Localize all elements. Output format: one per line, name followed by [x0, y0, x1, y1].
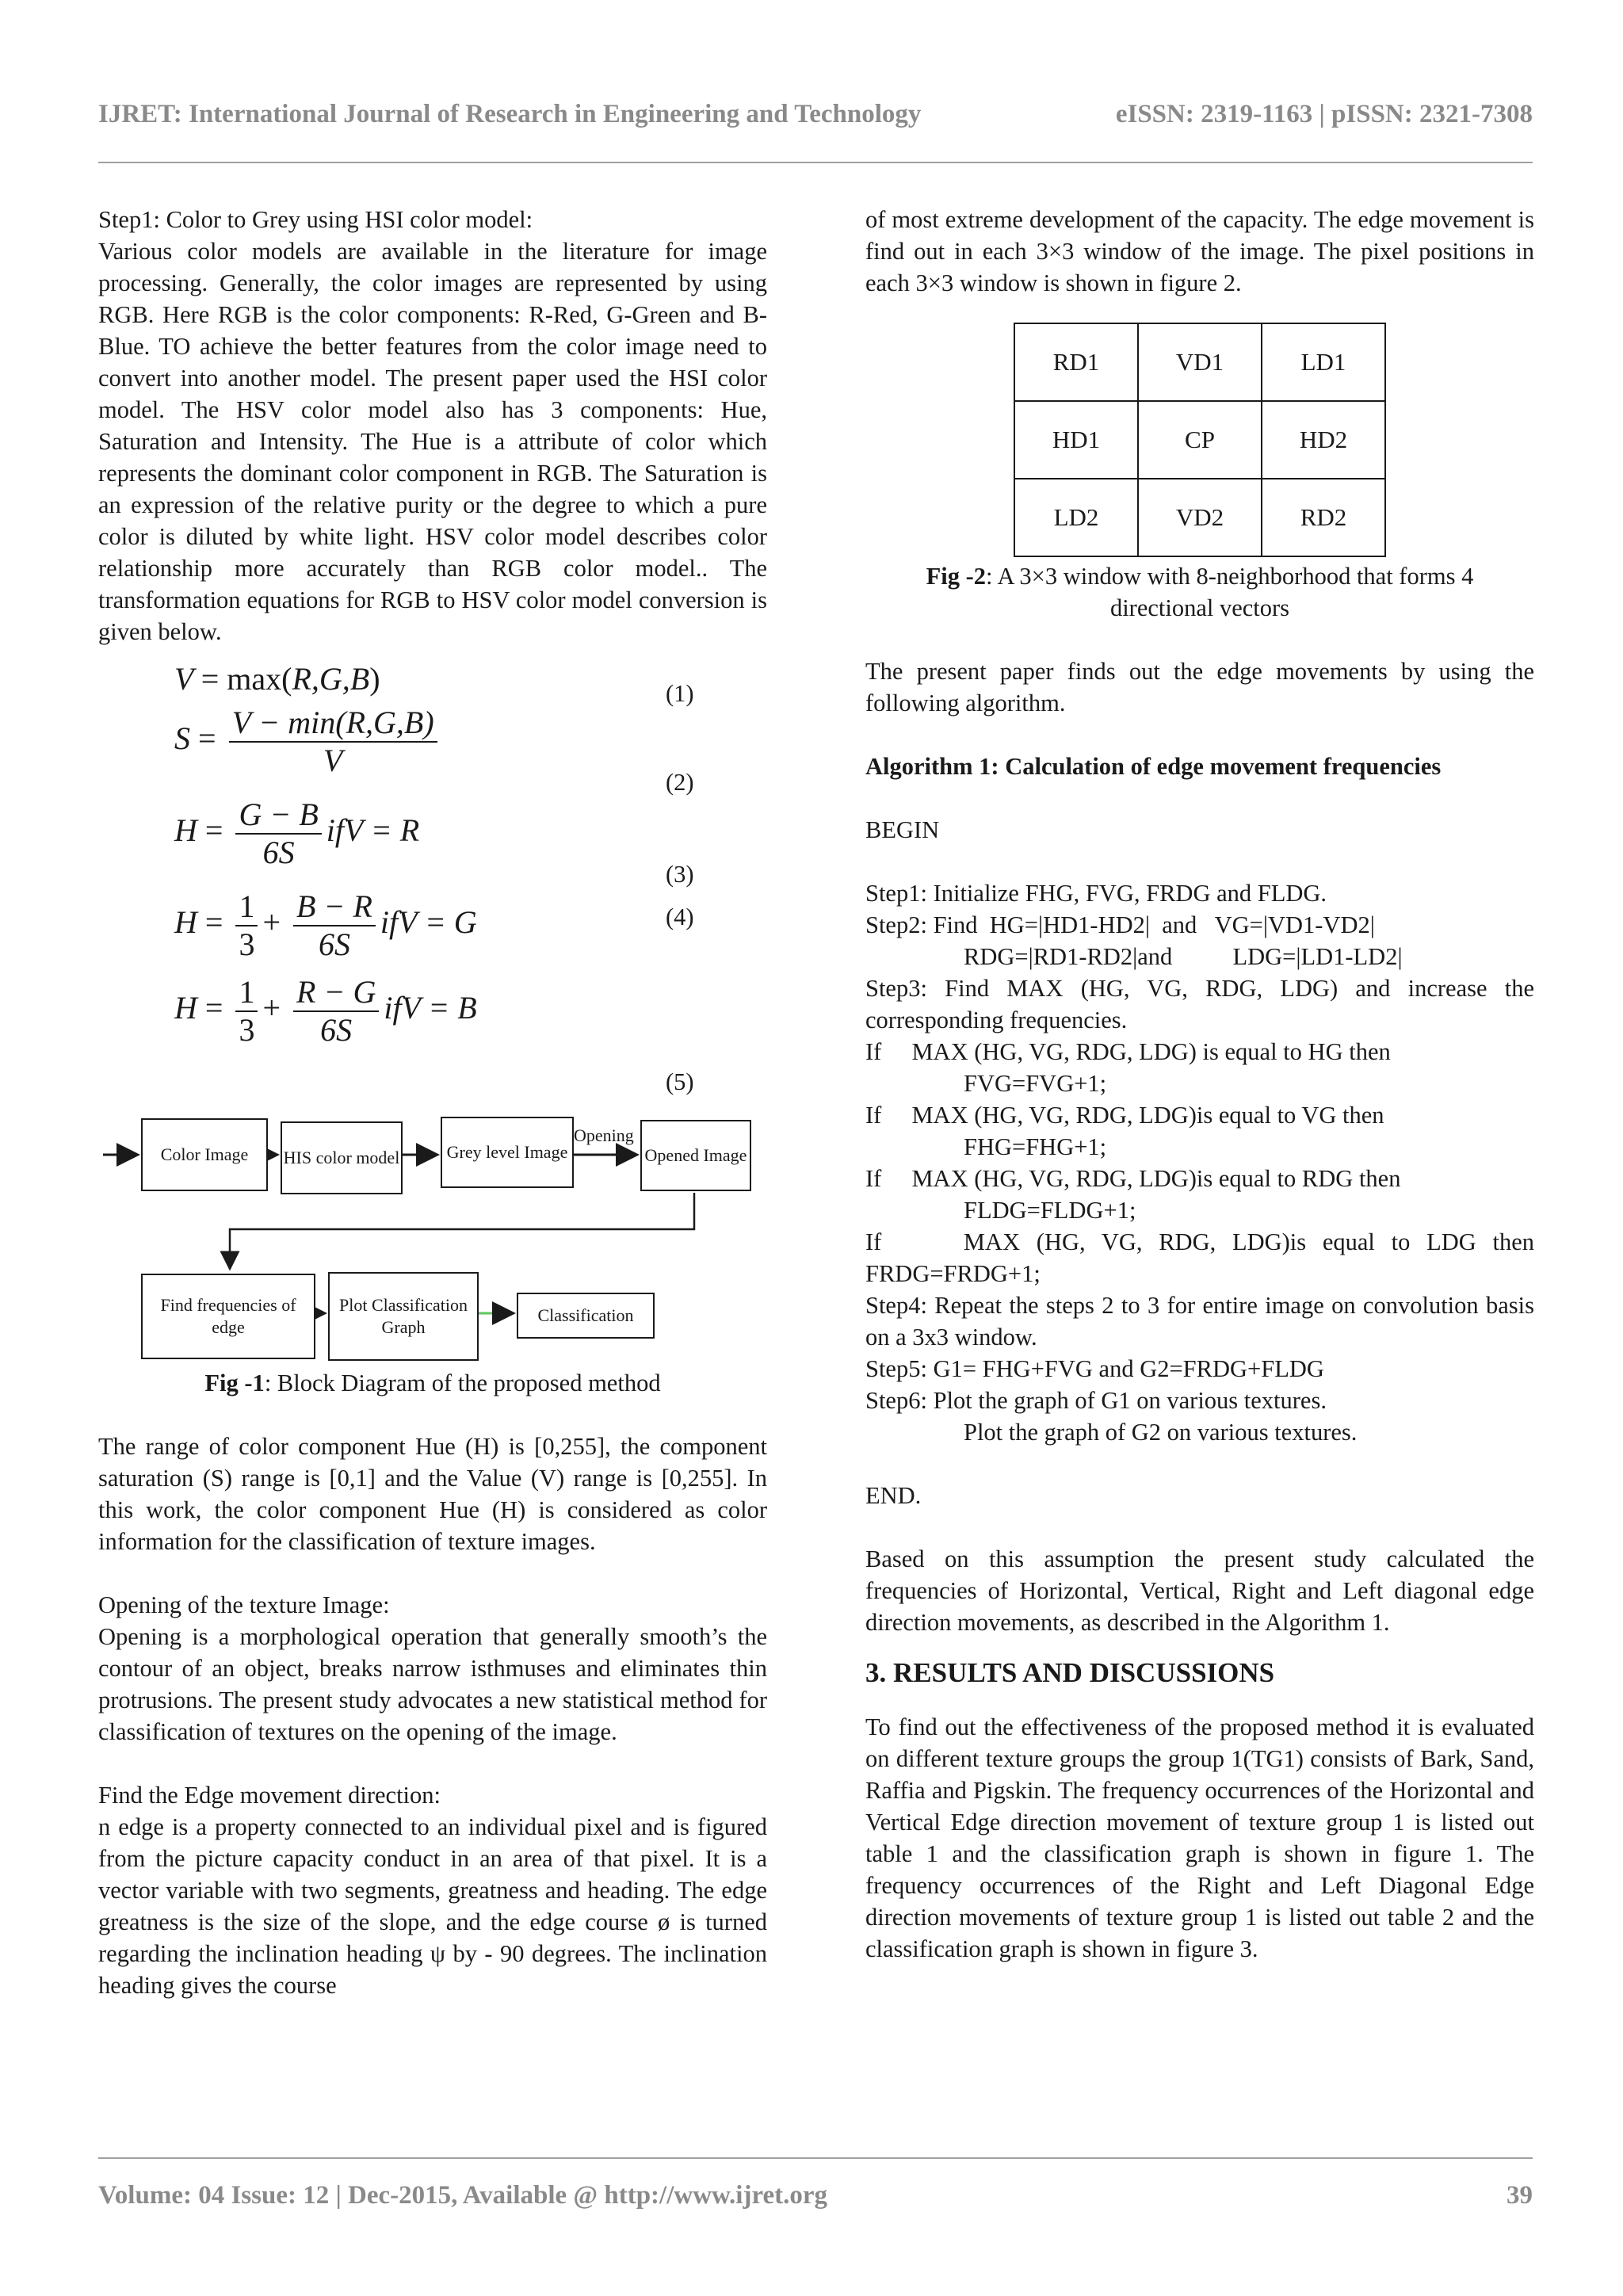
equations [98, 663, 767, 1099]
grid-cell: VD2 [1138, 479, 1262, 556]
equation-3: H = $\frac{G - B}{6S}$ ifV = R [174, 797, 420, 870]
hue-range-paragraph: The range of color component Hue (H) is [0,255], the component saturation (S) range is [0,1] and the Value (V) range is [0,255]. In this work, the color component Hue (H) is considered as color information for the classification of texture images. [98, 1433, 767, 1555]
algorithm-step2-cont: RDG=|RD1-RD2|and LDG=|LD1-LD2| [964, 943, 1403, 970]
figure-1-caption: Fig -1: Block Diagram of the proposed method [204, 1370, 661, 1396]
grid-cell: RD1 [1014, 323, 1138, 401]
edge-body: n edge is a property connected to an individual pixel and is figured from the picture capacity conduct in an area of that pixel. It is a vector variable with two segments, greatness and heading. The edge greatness is the size of the slope, and the edge course ø is turned regarding the inclination heading ψ by - 90 degrees. The inclination heading gives the course [98, 1813, 767, 1999]
algorithm-step4: Step4: Repeat the steps 2 to 3 for entire image on convolution basis on a 3x3 window. [865, 1292, 1534, 1350]
equation-4: H = $\frac{1}{3}$ + $\frac{B - R}{6S}$ ifV = G [174, 888, 477, 962]
equation-2: S = $\frac{V - \min(R,G,B)}{V}$ [174, 705, 442, 779]
algorithm-begin: BEGIN [865, 816, 940, 843]
step1-title: Step1: Color to Grey using HSI color model: [98, 206, 533, 233]
find-frequencies-box: Find frequencies of edge [141, 1274, 315, 1359]
grid-cell: LD1 [1262, 323, 1385, 401]
algorithm-step6-cont: Plot the graph of G2 on various textures. [964, 1419, 1358, 1446]
algorithm-if2: If MAX (HG, VG, RDG, LDG)is equal to VG then [865, 1102, 1384, 1129]
grid-cell: CP [1138, 401, 1262, 479]
footer-rule [98, 2157, 1533, 2159]
grid-cell: LD2 [1014, 479, 1138, 556]
left-column [98, 204, 767, 2001]
equation-1: V = max(R,G,B) [174, 661, 380, 697]
grid-cell: HD1 [1014, 401, 1138, 479]
equation-3-number: (3) [666, 861, 694, 888]
results-paragraph: To find out the effectiveness of the proposed method it is evaluated on different texture groups the group 1(TG1) consists of Bark, Sand, Raffia and Pigskin. The frequency occurrences of the Horizontal and Vertical Edge direction movement of texture group 1 is listed out table 1 and the classification graph is shown in figure 1. The frequency occurrences of the Right and Left Diagonal Edge direction movements of texture group 1 is listed out table 2 and the classification graph is shown in figure 3. [865, 1713, 1534, 1962]
block-diagram [98, 1110, 767, 1364]
grid-row [1014, 323, 1385, 401]
pixel-window-table [1014, 323, 1386, 557]
his-model-box: HIS color model [281, 1121, 403, 1194]
plot-graph-box: Plot Classification Graph [328, 1272, 479, 1361]
opened-image-box: Opened Image [640, 1120, 751, 1191]
figure-2-caption: Fig -2: A 3×3 window with 8-neighborhood that forms 4 [926, 563, 1474, 590]
continued-paragraph: of most extreme development of the capacity. The edge movement is find out in each 3×3 window of the image. The pixel positions in each 3×3 window is shown in figure 2. [865, 206, 1534, 296]
algorithm-if2-action: FHG=FHG+1; [964, 1133, 1107, 1160]
section-title: 3. RESULTS AND DISCUSSIONS [865, 1657, 1275, 1688]
algorithm-if4: If MAX (HG, VG, RDG, LDG)is equal to LDG then FRDG=FRDG+1; [865, 1228, 1541, 1287]
page-header [98, 100, 1533, 139]
equation-2-number: (2) [666, 769, 694, 796]
edge-title: Find the Edge movement direction: [98, 1782, 441, 1809]
grid-row [1014, 479, 1385, 556]
grid-cell: VD1 [1138, 323, 1262, 401]
volume-info: Volume: 04 Issue: 12 | Dec-2015, Available @ http://www.ijret.org [98, 2181, 828, 2210]
equation-5-number: (5) [666, 1068, 694, 1095]
algorithm-end: END. [865, 1482, 922, 1509]
assumption-paragraph: Based on this assumption the present study calculated the frequencies of Horizontal, Vertical, Right and Left diagonal edge direction movements, as described in the Algorithm 1. [865, 1545, 1534, 1636]
algorithm-step5: Step5: G1= FHG+FVG and G2=FRDG+FLDG [865, 1355, 1324, 1382]
algorithm-if1-action: FVG=FVG+1; [964, 1070, 1107, 1097]
classification-box: Classification [517, 1293, 655, 1339]
algorithm-title: Algorithm 1: Calculation of edge movement frequencies [865, 753, 1442, 780]
algorithm-step6: Step6: Plot the graph of G1 on various textures. [865, 1387, 1327, 1414]
algorithm-if3: If MAX (HG, VG, RDG, LDG)is equal to RDG then [865, 1165, 1401, 1192]
opening-title: Opening of the texture Image: [98, 1591, 390, 1618]
equation-4-number: (4) [666, 904, 694, 930]
algorithm-if3-action: FLDG=FLDG+1; [964, 1197, 1136, 1224]
step1-body: Various color models are available in the literature for image processing. Generally, the color images are represented by using RGB. Here RGB is the color components: R-Red, G-Green and B-Blue. TO achieve the better features from the color image need to convert into another model. The present paper used the HSI color model. The HSV color model also has 3 components: Hue, Saturation and Intensity. The Hue is a attribute of color which represents the dominant color component in RGB. The Saturation is an expression of the relative purity or the degree to which a pure color is diluted by white light. HSV color model describes color relationship more accurately than RGB color model.. The transformation equations for RGB to HSV color model conversion is given below. [98, 238, 767, 645]
algorithm-step3: Step3: Find MAX (HG, VG, RDG, LDG) and increase the corresponding frequencies. [865, 975, 1534, 1033]
grid-cell: HD2 [1262, 401, 1385, 479]
equation-1-number: (1) [666, 680, 694, 707]
algorithm-step2: Step2: Find HG=|HD1-HD2| and VG=|VD1-VD2| [865, 911, 1375, 938]
grid-cell: RD2 [1262, 479, 1385, 556]
right-column [865, 204, 1541, 1965]
algorithm-step1: Step1: Initialize FHG, FVG, FRDG and FLDG. [865, 880, 1327, 907]
equation-5: H = $\frac{1}{3}$ + $\frac{R - G}{6S}$ ifV = B [174, 974, 477, 1048]
page-footer [98, 2181, 1533, 2221]
issn: eISSN: 2319-1163 | pISSN: 2321-7308 [1115, 100, 1533, 128]
opening-label: Opening [574, 1125, 634, 1145]
journal-title: IJRET: International Journal of Research in Engineering and Technology [98, 100, 922, 128]
header-rule [98, 162, 1533, 163]
algorithm-if1: If MAX (HG, VG, RDG, LDG) is equal to HG then [865, 1038, 1391, 1065]
opening-body: Opening is a morphological operation that generally smooth’s the contour of an object, breaks narrow isthmuses and eliminates thin protrusions. The present study advocates a new statistical method for classification of textures on the opening of the image. [98, 1623, 767, 1745]
algorithm-intro: The present paper finds out the edge movements by using the following algorithm. [865, 658, 1534, 716]
page-number: 39 [1507, 2181, 1533, 2210]
figure-2-caption-line2: directional vectors [1109, 594, 1290, 621]
grey-image-box: Grey level Image [441, 1117, 574, 1188]
grid-row [1014, 401, 1385, 479]
color-image-box: Color Image [141, 1118, 268, 1191]
